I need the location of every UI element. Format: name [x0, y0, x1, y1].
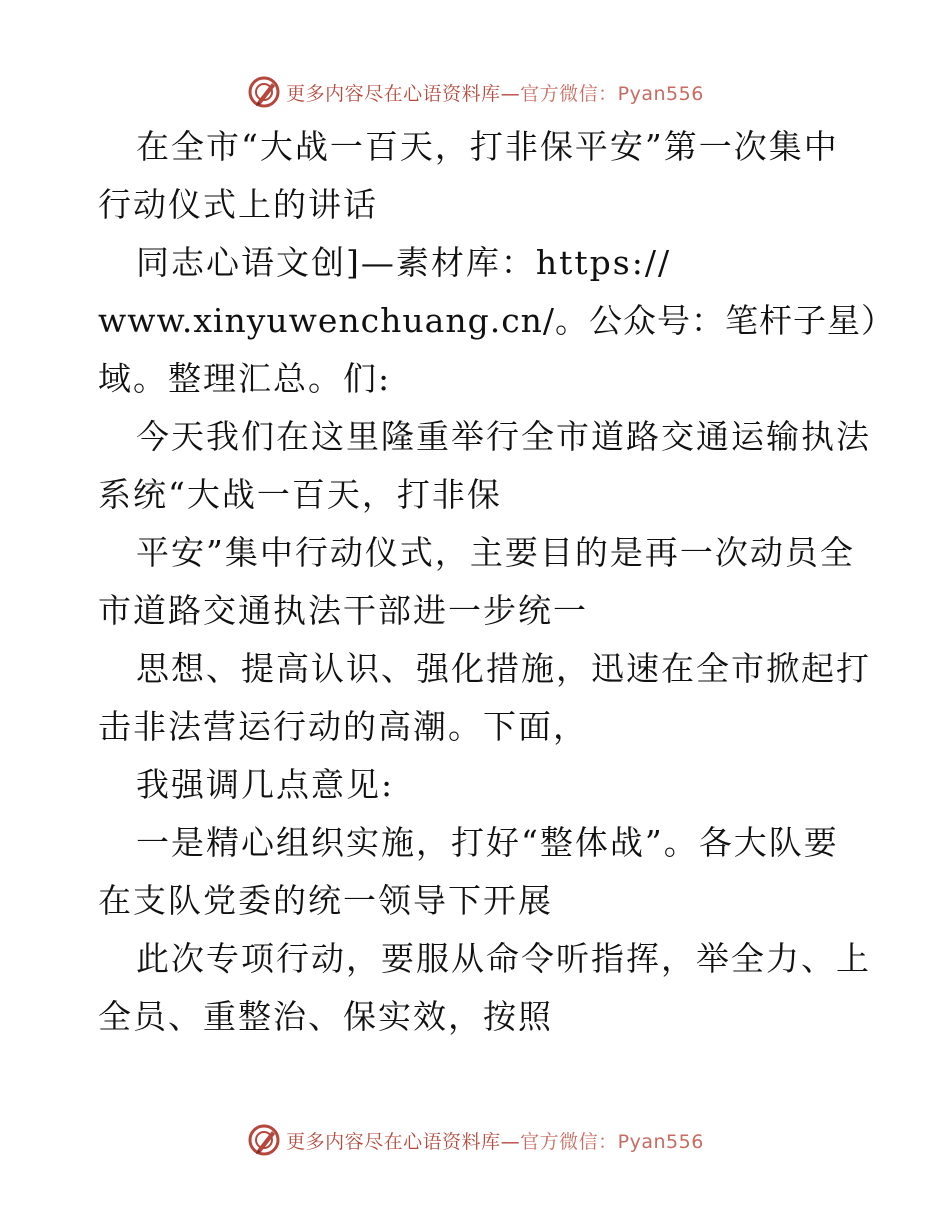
banner-text: 更多内容尽在心语资料库	[286, 82, 501, 105]
banner-separator: —	[500, 1130, 521, 1153]
document-body	[98, 118, 896, 1046]
paragraph-line: 市道路交通执法干部进一步统一	[98, 591, 588, 630]
paragraph-line: www.xinyuwenchuang.cn/。公众号：笔杆子星）	[98, 301, 896, 340]
banner-text: 更多内容尽在心语资料库	[286, 1130, 501, 1153]
paragraph-line: 在支队党委的统一领导下开展	[98, 881, 553, 920]
paragraph-line: 域。整理汇总。们:	[98, 359, 392, 398]
pen-logo-icon	[246, 1122, 282, 1158]
title-line-1: 在全市“大战一百天，打非保平安”第一次集中	[136, 127, 839, 166]
banner-wechat: 官方微信：Pyan556	[520, 82, 704, 105]
paragraph-line: 同志心语文创]—素材库：https://	[136, 243, 672, 282]
paragraph-line: 今天我们在这里隆重举行全市道路交通运输执法	[136, 417, 871, 456]
paragraph-line: 击非法营运行动的高潮。下面，	[98, 707, 588, 746]
banner-separator: —	[500, 82, 521, 105]
footer-banner	[0, 1120, 950, 1160]
paragraph-line: 此次专项行动，要服从命令听指挥，举全力、上	[136, 939, 871, 978]
title-line-2: 行动仪式上的讲话	[98, 185, 378, 224]
header-banner	[0, 72, 950, 112]
paragraph-line: 全员、重整治、保实效，按照	[98, 997, 553, 1036]
banner-wechat: 官方微信：Pyan556	[520, 1130, 704, 1153]
paragraph-line: 我强调几点意见:	[136, 765, 395, 804]
paragraph-line: 平安”集中行动仪式，主要目的是再一次动员全	[136, 533, 855, 572]
pen-logo-icon	[246, 74, 282, 110]
paragraph-line: 一是精心组织实施，打好“整体战”。各大队要	[136, 823, 839, 862]
paragraph-line: 思想、提高认识、强化措施，迅速在全市掀起打	[136, 649, 871, 688]
paragraph-line: 系统“大战一百天，打非保	[98, 475, 502, 514]
